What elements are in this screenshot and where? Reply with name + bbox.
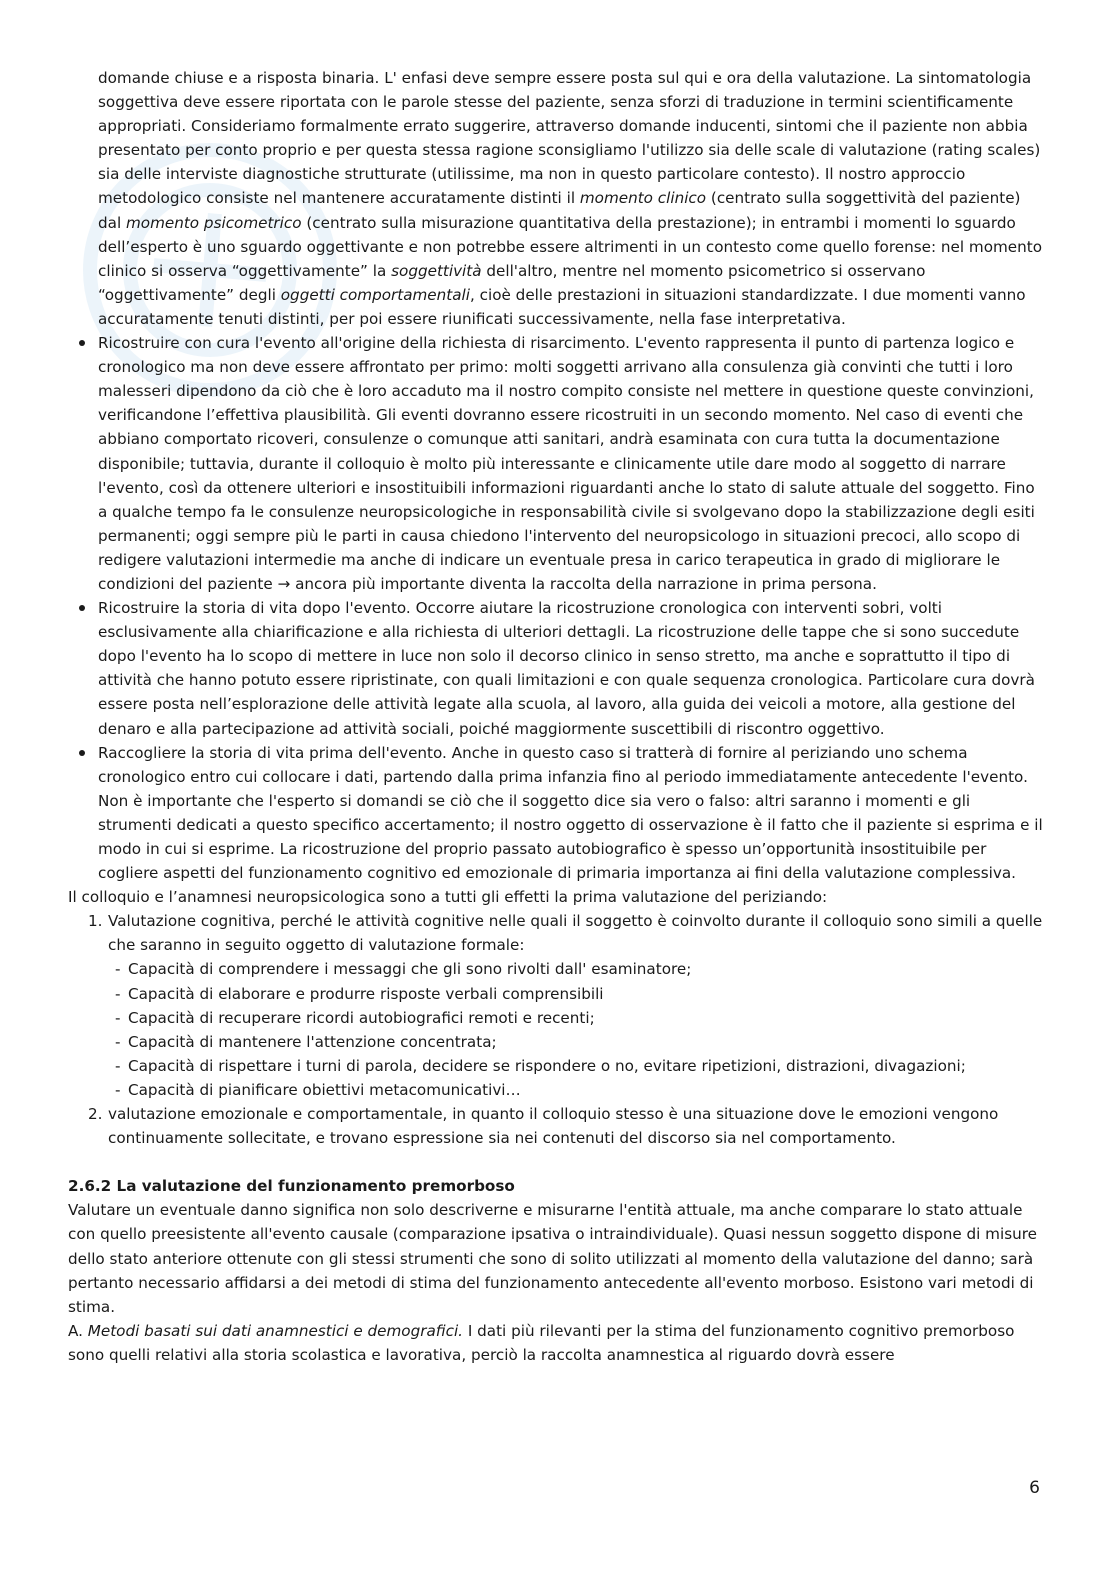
colloquio-lead: Il colloquio e l’anamnesi neuropsicologica sono a tutti gli effetti la prima valutazione del periziando: [68, 888, 828, 907]
bullet-item-evento: Ricostruire con cura l'evento all'origine della richiesta di risarcimento. L'evento rappresenta il punto di partenza logico e cronologico ma non deve essere affrontato per primo: molti soggetti arrivano alla consulenza già convinti che tutti i loro malesseri dipendono da ciò che è loro accaduto ma il nostro compito consiste nel mettere in questione queste convinzioni, verificandone l’effettiva plausibilità. Gli eventi dovranno essere ricostruiti in un secondo momento. Nel caso di eventi che abbiano comportato ricoveri, consulenze o comunque atti sanitari, andrà esaminata con cura tutta la documentazione disponibile; tuttavia, durante il colloquio è molto più interessante e clinicamente utile dare modo al soggetto di narrare l'evento, così da ottenere ulteriori e insostituibili informazioni riguardanti anche lo stato di salute attuale del soggetto. Fino a qualche tempo fa le consulenze neuropsicologiche in responsabilità civile si svolgevano dopo la stabilizzazione degli esiti permanenti; oggi sempre più le parti in causa chiedono l'intervento del neuropsicologo in situazioni precoci, allo scopo di redigere valutazioni intermedie ma anche di indicare un eventuale presa in carico terapeutica in grado di migliorare le condizioni del paziente → ancora più importante diventa la raccolta della narrazione in prima persona. [68, 331, 1048, 596]
intro-paragraph: domande chiuse e a risposta binaria. L' enfasi deve sempre essere posta sul qui e ora della valutazione. La sintomatologia soggettiva deve essere riportata con le parole stesse del paziente, senza sforzi di traduzione in termini scientificamente appropriati. Consideriamo formalmente errato suggerire, attraverso domande inducenti, sintomi che il paziente non abbia presentato per conto proprio e per questa stessa ragione sconsigliamo l'utilizzo sia delle scale di valutazione (rating scales) sia delle interviste diagnostiche strutturate (utilissime, ma non in questo particolare contesto). Il nostro approccio metodologico consiste nel mantenere accuratamente distinti il momento clinico (centrato sulla soggettività del paziente) dal momento psicometrico (centrato sulla misurazione quantitativa della prestazione); in entrambi i momenti lo sguardo dell’esperto è uno sguardo oggettivante e non potrebbe essere altrimenti in un contesto come quello forense: nel momento clinico si osserva “oggettivamente” la soggettività dell'altro, mentre nel momento psicometrico si osservano “oggettivamente” degli oggetti comportamentali, cioè delle prestazioni in situazioni standardizzate. I due momenti vanno accuratamente tenuti distinti, per poi essere riunificati successivamente, nella fase interpretativa. [98, 69, 1043, 328]
section-paragraph: Valutare un eventuale danno significa non solo descriverne e misurarne l'entità attuale, ma anche comparare lo stato attuale con quello preesistente all'evento causale (comparazione ipsativa o intraindividuale). Quasi nessun soggetto dispone di misure dello stato anteriore ottenute con gli stessi strumenti che sono di solito utilizzati al momento della valutazione del danno; sarà pertanto necessario affidarsi a dei metodi di stima del funzionamento antecedente all'evento morboso. Esistono vari metodi di stima. [68, 1201, 1037, 1316]
dash-item: - Capacità di pianificare obiettivi metacomunicativi… [115, 1080, 521, 1099]
dash-item: - Capacità di rispettare i turni di parola, decidere se rispondere o no, evitare ripetizioni, distrazioni, divagazioni; [115, 1056, 966, 1075]
numbered-item-emozionale: 2. valutazione emozionale e comportamentale, in quanto il colloquio stesso è una situazione dove le emozioni vengono continuamente sollecitate, e trovano espressione sia nei contenuti del discorso sia nel comportamento. [88, 1102, 1048, 1150]
document-page [68, 66, 1048, 1367]
arrow-icon: → [277, 574, 291, 593]
dash-item: - Capacità di elaborare e produrre risposte verbali comprensibili [115, 984, 604, 1003]
dash-list [108, 957, 1048, 1102]
list-number: 2. [88, 1105, 103, 1124]
list-number: 1. [88, 912, 103, 931]
bullet-item-prima-evento: Raccogliere la storia di vita prima dell'evento. Anche in questo caso si tratterà di fornire al periziando uno schema cronologico entro cui collocare i dati, partendo dalla prima infanzia fino al periodo immediatamente antecedente l'evento. Non è importante che l'esperto si domandi se ciò che il soggetto dice sia vero o falso: altri saranno i momenti e gli strumenti dedicati a questo specifico accertamento; il nostro oggetto di osservazione è il fatto che il paziente si esprima e il modo in cui si esprime. La ricostruzione del proprio passato autobiografico è spesso un’opportunità insostituibile per cogliere aspetti del funzionamento cognitivo ed emozionale di primaria importanza ai fini della valutazione complessiva. [68, 741, 1048, 886]
numbered-list [68, 909, 1048, 1150]
numbered-item-cognitiva: 1. Valutazione cognitiva, perché le attività cognitive nelle quali il soggetto è coinvolto durante il colloquio sono simili a quelle che saranno in seguito oggetto di valutazione formale: - Capacità di comprendere i messaggi che gli sono rivolti dall' esaminatore; - Capacità di elaborare e produrre risposte verbali comprensibili - Capacità di recuperare ricordi autobiografici remoti e recenti; - Capacità di mantenere l'attenzione concentrata; - Capacità di rispettare i turni di parola, decidere se rispondere o no, evitare ripetizioni, distrazioni, divagazioni; - Capacità di pianificare obiettivi metacomunicativi… [88, 909, 1048, 1102]
dash-item: - Capacità di comprendere i messaggi che gli sono rivolti dall' esaminatore; [115, 960, 692, 979]
dash-item: - Capacità di mantenere l'attenzione concentrata; [115, 1032, 497, 1051]
section-paragraph-a: A. Metodi basati sui dati anamnestici e demografici. I dati più rilevanti per la stima del funzionamento cognitivo premorboso sono quelli relativi alla storia scolastica e lavorativa, perciò la raccolta anamnestica al riguardo dovrà essere [68, 1321, 1015, 1364]
dash-item: - Capacità di recuperare ricordi autobiografici remoti e recenti; [115, 1008, 595, 1027]
bullet-item-dopo-evento: Ricostruire la storia di vita dopo l'evento. Occorre aiutare la ricostruzione cronologica con interventi sobri, volti esclusivamente alla chiarificazione e alla richiesta di ulteriori dettagli. La ricostruzione delle tappe che si sono succedute dopo l'evento ha lo scopo di mettere in luce non solo il decorso clinico in senso stretto, ma anche e soprattutto il tipo di attività che hanno potuto essere ripristinate, con quali limitazioni e con quale sequenza cronologica. Particolare cura dovrà essere posta nell’esplorazione delle attività legate alla scuola, al lavoro, alla guida dei veicoli a motore, alla gestione del denaro e alla partecipazione ad attività sociali, poiché maggiormente suscettibili di riscontro oggettivo. [68, 596, 1048, 741]
bullet-list [68, 331, 1048, 885]
section-heading: 2.6.2 La valutazione del funzionamento premorboso [68, 1177, 515, 1196]
page-number: 6 [1029, 1478, 1040, 1498]
